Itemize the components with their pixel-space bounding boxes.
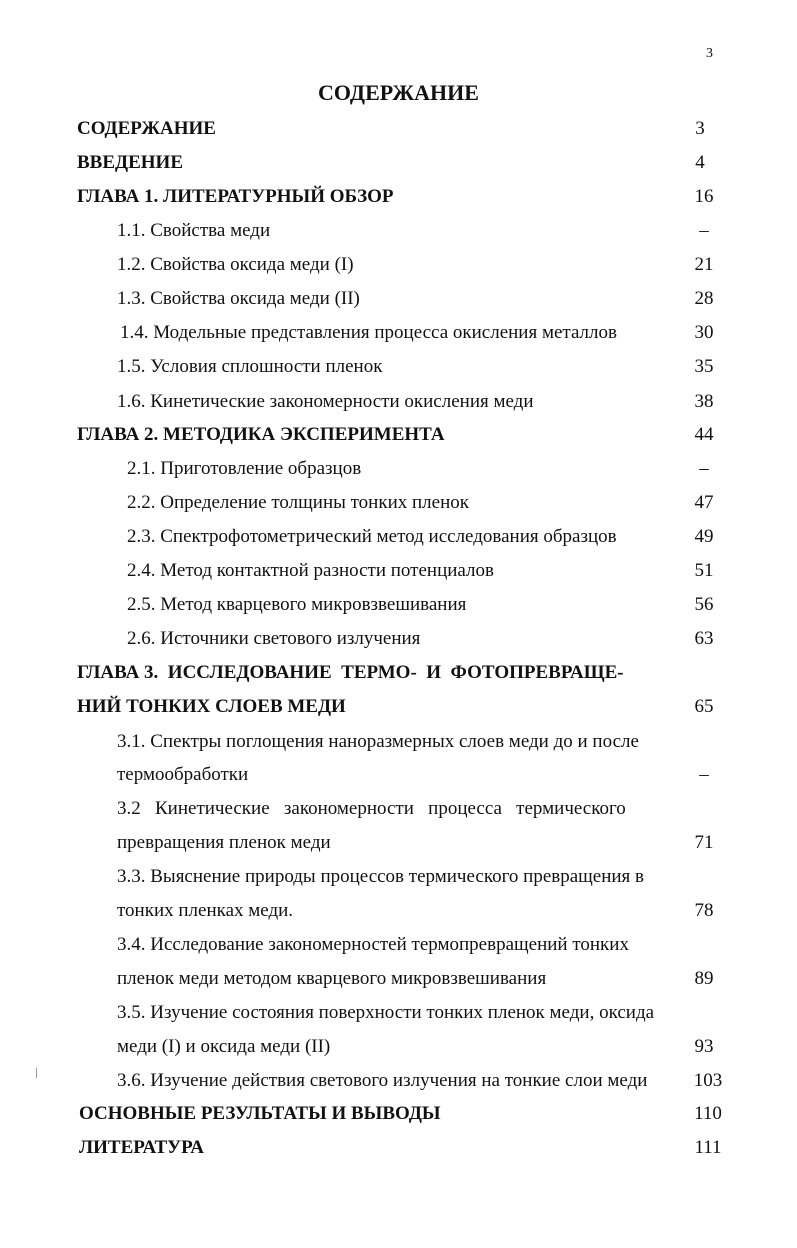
toc-page-number: – xyxy=(699,764,709,785)
toc-entry-introduction[interactable] xyxy=(77,152,183,174)
toc-page-number: 63 xyxy=(694,628,714,649)
toc-page-number: 51 xyxy=(694,560,714,581)
toc-entry-literature[interactable] xyxy=(79,1137,204,1159)
toc-entry-2-2[interactable] xyxy=(127,492,469,514)
toc-entry-contents[interactable] xyxy=(77,118,216,140)
toc-entry-3-6[interactable] xyxy=(117,1070,647,1092)
toc-entry-text: 3.5. Изучение состояния поверхности тонких пленок меди, оксида xyxy=(117,1002,655,1023)
page-number: 3 xyxy=(706,46,713,61)
toc-page-number: 4 xyxy=(695,152,705,173)
toc-entry-chapter-2[interactable] xyxy=(77,424,445,446)
toc-entry-text: тонких пленках меди. xyxy=(117,900,294,921)
toc-entry-3-3-line1[interactable] xyxy=(117,866,644,888)
toc-entry-3-5-line2[interactable] xyxy=(117,1036,330,1058)
toc-entry-text: меди (I) и оксида меди (II) xyxy=(117,1036,331,1057)
toc-entry-text: 3.3. Выяснение природы процессов термического превращения в xyxy=(117,866,645,887)
toc-entry-text: 2.6. Источники светового излучения xyxy=(127,628,421,649)
toc-entry-text: 2.4. Метод контактной разности потенциалов xyxy=(127,560,494,581)
toc-entry-text: пленок меди методом кварцевого микровзвешивания xyxy=(117,968,547,989)
toc-page-number: 103 xyxy=(693,1070,723,1091)
toc-entry-3-2-line2[interactable] xyxy=(117,832,331,854)
toc-entry-text: ГЛАВА 3. ИССЛЕДОВАНИЕ ТЕРМО- И ФОТОПРЕВРАЩЕ- xyxy=(77,662,624,683)
toc-entry-1-3[interactable] xyxy=(117,288,360,310)
toc-entry-text: 1.4. Модельные представления процесса окисления металлов xyxy=(120,322,617,343)
toc-entry-1-1[interactable] xyxy=(117,220,270,242)
toc-entry-text: ГЛАВА 1. ЛИТЕРАТУРНЫЙ ОБЗОР xyxy=(77,186,394,207)
toc-entry-2-5[interactable] xyxy=(127,594,466,616)
toc-entry-text: СОДЕРЖАНИЕ xyxy=(77,118,216,139)
toc-entry-text: ЛИТЕРАТУРА xyxy=(79,1137,205,1158)
toc-entry-text: 3.2 Кинетические закономерности процесса термического xyxy=(117,798,626,819)
toc-page-number: 78 xyxy=(694,900,714,921)
toc-entry-text: 1.2. Свойства оксида меди (I) xyxy=(117,254,354,275)
document-title: СОДЕРЖАНИЕ xyxy=(318,80,479,105)
toc-entry-3-5-line1[interactable] xyxy=(117,1002,654,1024)
toc-entry-2-3[interactable] xyxy=(127,526,617,548)
toc-entry-text: термообработки xyxy=(117,764,249,785)
toc-page-number: 49 xyxy=(694,526,714,547)
toc-entry-text: 2.2. Определение толщины тонких пленок xyxy=(127,492,469,513)
toc-page-number: 56 xyxy=(694,594,714,615)
toc-entry-text: 1.3. Свойства оксида меди (II) xyxy=(117,288,360,309)
toc-page-number: 21 xyxy=(694,254,714,275)
toc-entry-chapter-1[interactable] xyxy=(77,186,394,208)
toc-entry-2-4[interactable] xyxy=(127,560,494,582)
toc-entry-text: НИЙ ТОНКИХ СЛОЕВ МЕДИ xyxy=(77,696,346,717)
toc-entry-text: 2.3. Спектрофотометрический метод исследования образцов xyxy=(127,526,617,547)
toc-page-number: 93 xyxy=(694,1036,714,1057)
toc-entry-chapter-3-line2[interactable] xyxy=(77,696,346,718)
toc-page-number: 110 xyxy=(694,1103,722,1124)
toc-entry-2-6[interactable] xyxy=(127,628,420,650)
toc-entry-results[interactable] xyxy=(79,1103,441,1125)
toc-entry-text: 3.6. Изучение действия светового излучения на тонкие слои меди xyxy=(117,1070,648,1091)
toc-page-number: 111 xyxy=(694,1137,722,1158)
toc-entry-text: 1.1. Свойства меди xyxy=(117,220,271,241)
toc-page-number: – xyxy=(699,220,709,241)
toc-entry-3-1-line1[interactable] xyxy=(117,731,682,753)
toc-entry-text: превращения пленок меди xyxy=(117,832,331,853)
toc-page-number: 44 xyxy=(694,424,714,445)
toc-entry-text: 2.5. Метод кварцевого микровзвешивания xyxy=(127,594,467,615)
toc-entry-text: ГЛАВА 2. МЕТОДИКА ЭКСПЕРИМЕНТА xyxy=(77,424,445,445)
toc-entry-text: 2.1. Приготовление образцов xyxy=(127,458,362,479)
toc-entry-2-1[interactable] xyxy=(127,458,361,480)
toc-entry-text: ВВЕДЕНИЕ xyxy=(77,152,183,173)
toc-entry-text: 1.5. Условия сплошности пленок xyxy=(117,356,383,377)
toc-entry-text: 3.1. Спектры поглощения наноразмерных слоев меди до и после xyxy=(117,731,639,752)
toc-entry-3-4-line2[interactable] xyxy=(117,968,546,990)
toc-page-number: 65 xyxy=(694,696,714,717)
toc-entry-text: ОСНОВНЫЕ РЕЗУЛЬТАТЫ И ВЫВОДЫ xyxy=(79,1103,441,1124)
toc-entry-3-1-line2[interactable] xyxy=(117,764,248,786)
toc-page-number: 30 xyxy=(694,322,714,343)
toc-entry-chapter-3-line1[interactable] xyxy=(77,662,681,684)
toc-entry-1-4[interactable] xyxy=(120,322,617,344)
toc-entry-3-3-line2[interactable] xyxy=(117,900,293,922)
toc-entry-1-5[interactable] xyxy=(117,356,382,378)
toc-page-number: 28 xyxy=(694,288,714,309)
toc-entry-text: 1.6. Кинетические закономерности окисления меди xyxy=(117,391,534,412)
toc-page-number: 35 xyxy=(694,356,714,377)
toc-page-number: 38 xyxy=(694,391,714,412)
toc-entry-3-4-line1[interactable] xyxy=(117,934,629,956)
toc-entry-text: 3.4. Исследование закономерностей термопревращений тонких xyxy=(117,934,629,955)
toc-page-number: – xyxy=(699,458,709,479)
toc-page-number: 89 xyxy=(694,968,714,989)
toc-entry-3-2-line1[interactable] xyxy=(117,798,682,820)
toc-page-number: 16 xyxy=(694,186,714,207)
toc-page-number: 3 xyxy=(695,118,705,139)
toc-entry-1-6[interactable] xyxy=(117,391,534,413)
toc-page-number: 71 xyxy=(694,832,714,853)
toc-page-number: 47 xyxy=(694,492,714,513)
toc-entry-1-2[interactable] xyxy=(117,254,354,276)
scan-mark xyxy=(36,1068,37,1078)
